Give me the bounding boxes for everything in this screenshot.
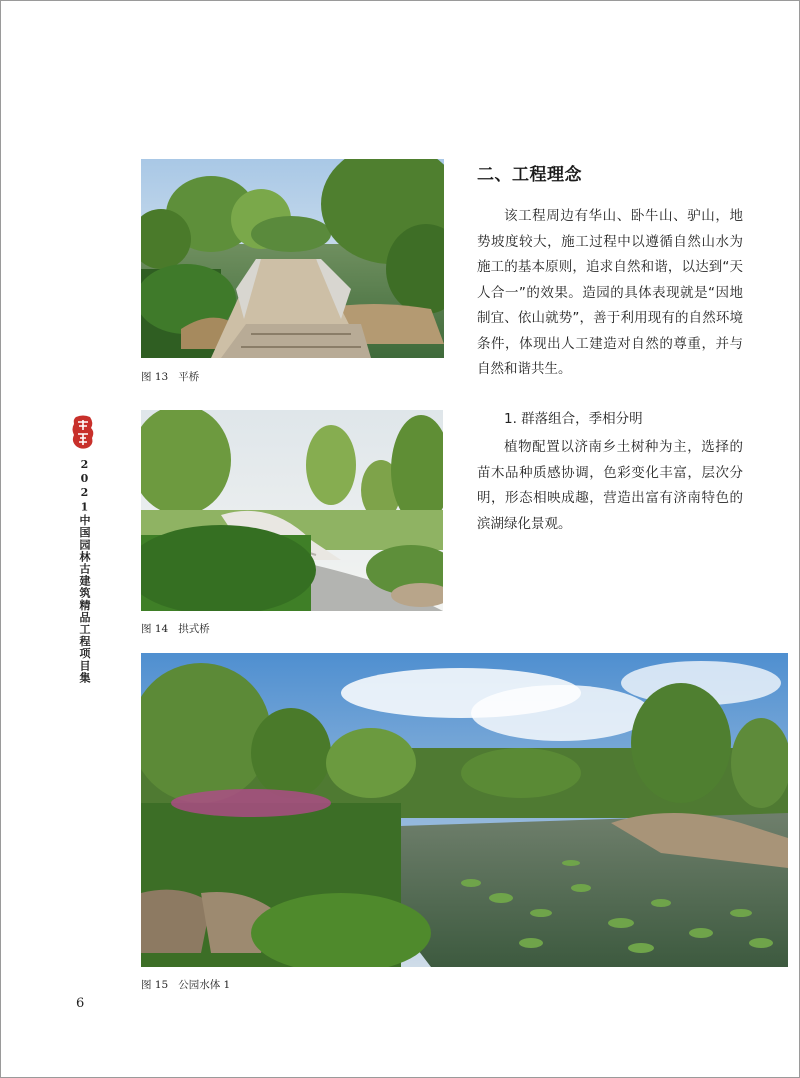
- section-heading: 二、工程理念: [477, 165, 582, 185]
- caption-fig14: [141, 621, 210, 636]
- photo-flat-bridge: [141, 159, 444, 358]
- page-number: 6: [76, 996, 85, 1011]
- paragraph-plant-configuration: 植物配置以济南乡土树种为主，选择的苗木品种质感协调，色彩变化丰富，层次分明，形态相映成趣，营造出富有济南特色的滨湖绿化景观。: [477, 439, 743, 532]
- photo-arch-bridge: [141, 410, 443, 611]
- caption-fig15-number: 图 15: [141, 979, 169, 991]
- paragraph-engineering-concept: 该工程周边有华山、卧牛山、驴山，地势坡度较大，施工过程中以遵循自然山水为施工的基本原则，追求自然和谐，以达到“天人合一”的效果。造园的具体表现就是“因地制宜、依山就势”，善于利用现有的自然环境条件，体现出人工建造对自然的尊重，并与自然和谐共生。: [477, 208, 743, 377]
- caption-fig13-number: 图 13: [141, 371, 169, 383]
- caption-fig14-number: 图 14: [141, 623, 169, 635]
- caption-fig15-text: 公园水体 1: [178, 979, 231, 991]
- photo-park-water: [141, 653, 788, 967]
- caption-fig13-text: 平桥: [178, 371, 200, 383]
- caption-fig15: [141, 977, 230, 992]
- book-title: 2021中国园林古建筑精品工程项目集: [78, 458, 91, 684]
- caption-fig14-text: 拱式桥: [178, 623, 210, 635]
- seal-logo: [70, 414, 96, 450]
- subheading-plant-community: 1. 群落组合，季相分明: [504, 411, 643, 427]
- caption-fig13: [141, 369, 199, 384]
